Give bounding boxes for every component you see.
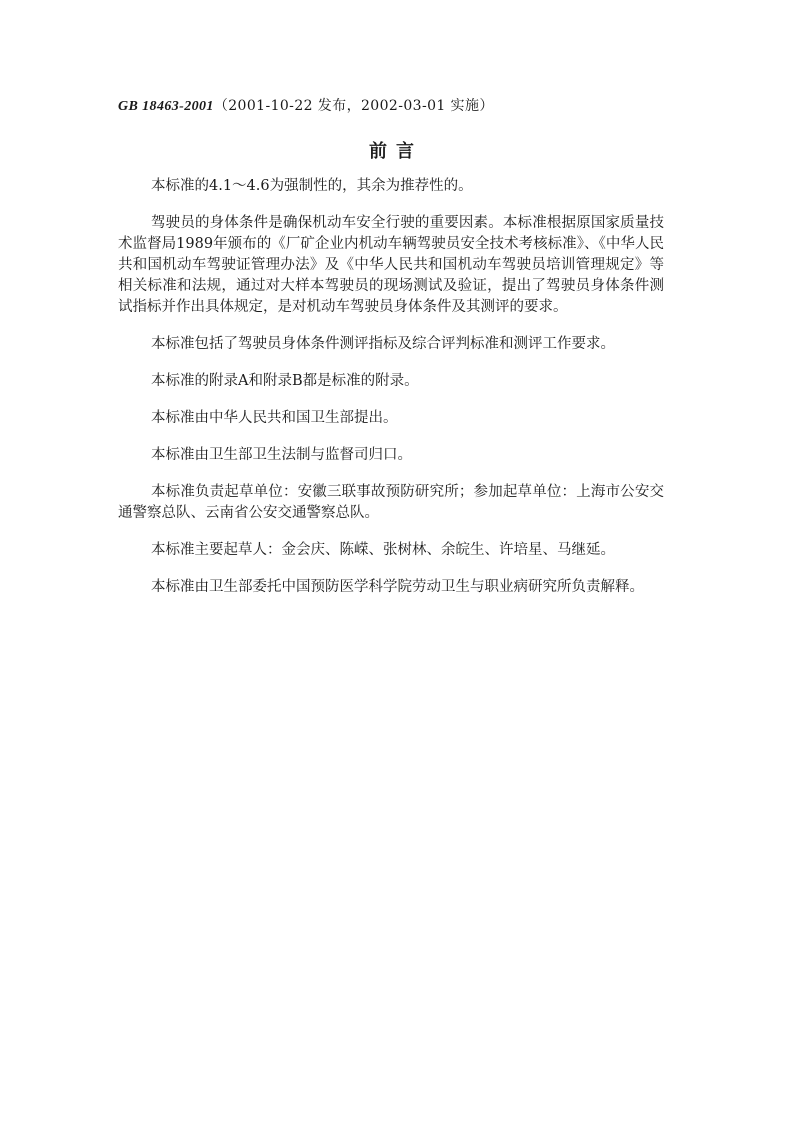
standard-header [118,95,494,115]
paragraph: 本标准由卫生部卫生法制与监督司归口。 [151,447,412,463]
section-title: 前言 [369,141,423,162]
paragraph: 本标准包括了驾驶员身体条件测评指标及综合评判标准和测评工作要求。 [151,336,615,352]
standard-dates: （2001-10-22 发布，2002-03-01 实施） [213,98,494,114]
paragraph: 本标准的附录A和附录B都是标准的附录。 [151,373,419,389]
paragraph: 本标准主要起草人：金会庆、陈嵘、张树林、余皖生、许培星、马继延。 [151,542,615,558]
paragraph: 驾驶员的身体条件是确保机动车安全行驶的重要因素。本标准根据原国家质量技术监督局1989年颁布的《厂矿企业内机动车辆驾驶员安全技术考核标准》、《中华人民共和国机动车驾驶证管理办法》及《中华人民共和国机动车驾驶员培训管理规定》等相关标准和法规，通过对大样本驾驶员的现场测试及验证，提出了驾驶员身体条件测试指标并作出具体规定，是对机动车驾驶员身体条件及其测评的要求。 [118,215,664,315]
paragraph: 本标准的4.1～4.6为强制性的，其余为推荐性的。 [151,178,473,194]
standard-code: GB 18463-2001 [118,99,214,114]
foreword-body [118,176,664,614]
paragraph: 本标准由卫生部委托中国预防医学科学院劳动卫生与职业病研究所负责解释。 [151,579,644,595]
paragraph: 本标准由中华人民共和国卫生部提出。 [151,410,398,426]
paragraph: 本标准负责起草单位：安徽三联事故预防研究所；参加起草单位：上海市公安交通警察总队、云南省公安交通警察总队。 [118,484,664,521]
